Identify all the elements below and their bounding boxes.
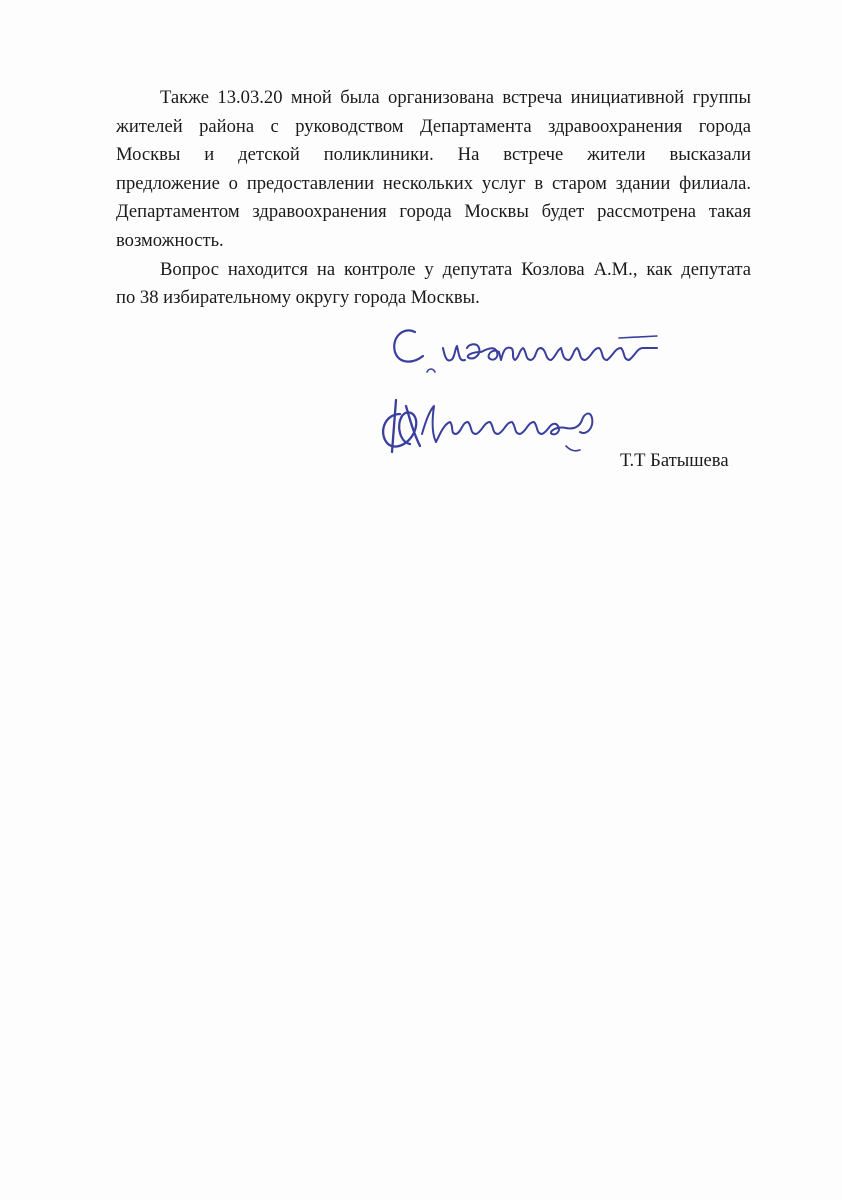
signer-name: Т.Т Батышева — [620, 450, 729, 471]
handwritten-closing — [385, 318, 675, 378]
text-line: Также 13.03.20 мной была организована встреча инициативной группы — [160, 87, 751, 108]
paragraph-meeting — [116, 84, 751, 256]
handwritten-signature — [370, 390, 610, 470]
paragraph-control — [116, 256, 751, 313]
letter-body — [116, 84, 751, 313]
text-line: Москвы и детской поликлиники. На встрече жители высказали — [116, 144, 751, 166]
text-line: Вопрос находится на контроле у депутата Козлова А.М., как депутата — [160, 258, 751, 280]
text-line: по 38 избирательному округу города Москвы. — [116, 287, 480, 309]
text-line: предложение о предоставлении нескольких услуг в старом здании филиала. — [116, 172, 751, 194]
text-line: возможность. — [116, 229, 224, 251]
text-line: Департаментом здравоохранения города Москвы будет рассмотрена такая — [116, 201, 751, 223]
text-line: жителей района с руководством Департамента здравоохранения города — [116, 115, 751, 137]
